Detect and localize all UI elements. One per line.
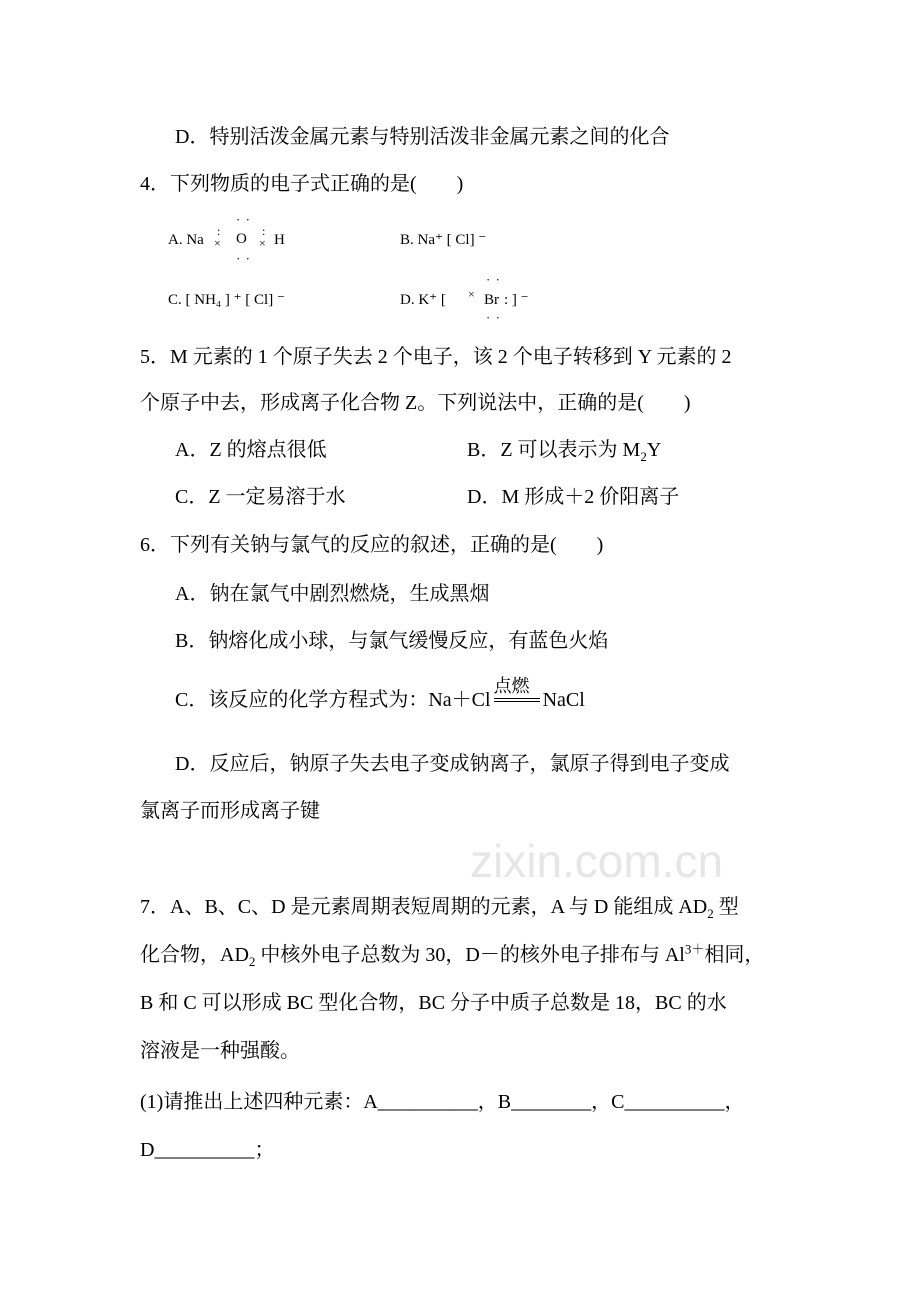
q7-part1-line2: D__________；: [140, 1139, 275, 1161]
q6-option-d-line2: 氯离子而形成离子键: [140, 800, 320, 822]
q4-stem: 4．下列物质的电子式正确的是( ): [140, 173, 464, 195]
lone-pair-dots: · ·: [486, 272, 501, 287]
q3-option-d: D．特别活泼金属元素与特别活泼非金属元素之间的化合: [175, 126, 670, 148]
q5-option-a: A．Z 的熔点很低: [175, 439, 327, 461]
watermark: zixin.com.cn: [470, 835, 724, 887]
document-page: zixin.com.cn D．特别活泼金属元素与特别活泼非金属元素之间的化合 4．下列物质的电子式正确的是( ) A. Na : × · · O · · : × H B. Na⁺ [ Cl] ⁻ C. [ NH₄ ] ⁺ [ Cl] ⁻ D. K⁺ [ × · · Br · · : ] ⁻ 5．M 元素的 1 个原子失去 2 个电子，该 2 个电子转移到 Y 元素的 2 个原子中去，形成离子化合物 Z。下列说法中，正确的是( ) A．Z 的熔点很低 B．Z 可以表示为 $M_2Y$ C．Z 一定易溶于水 D．M 形成＋2 价阳离子 6．下列有关钠与氯气的反应的叙述，正确的是( ) A．钠在氯气中剧烈燃烧，生成黑烟 B．钠熔化成小球，与氯气缓慢反应，有蓝色火焰 C．该反应的化学方程式为：Na＋Cl 点燃 NaCl D．反应后，钠原子失去电子变成钠离子，氯原子得到电子变成 氯离子而形成离子键 7．A、B、C、D 是元素周期表短周期的元素，A 与 D 能组成 $AD_2$ 型 化合物，$AD_2$ 中核外电子总数为 30，D－的核外电子排布与 $Al^{3+}$相同， B 和 C 可以形成 BC 型化合物，BC 分子中质子总数是 18，BC 的水 溶液是一种强酸。 (1)请推出上述四种元素：A__________，B________，C__________， D__________；: [0, 0, 920, 1302]
reaction-equals-sign: 点燃: [494, 698, 540, 706]
q6-option-c: C．该反应的化学方程式为：Na＋Cl 点燃 NaCl: [175, 676, 585, 711]
electron-pair-colon: :: [217, 224, 221, 238]
q6-option-d-line1: D．反应后，钠原子失去电子变成钠离子，氯原子得到电子变成: [175, 753, 730, 775]
q7-line3: B 和 C 可以形成 BC 型化合物，BC 分子中质子总数是 18，BC 的水: [140, 992, 727, 1014]
lone-pair-dots: · ·: [486, 310, 501, 325]
q6-option-b: B．钠熔化成小球，与氯气缓慢反应，有蓝色火焰: [175, 630, 609, 652]
q4-option-c: C. [ NH₄ ] ⁺ [ Cl] ⁻: [168, 292, 285, 308]
q7-line1: 7．A、B、C、D 是元素周期表短周期的元素，A 与 D 能组成 $AD_2$ 型: [140, 896, 739, 921]
q6-option-a: A．钠在氯气中剧烈燃烧，生成黑烟: [175, 583, 490, 605]
electron-cross: ×: [468, 287, 475, 301]
electron-pair-colon: :: [262, 224, 266, 238]
q7-line4: 溶液是一种强酸。: [140, 1040, 300, 1062]
q5-line2: 个原子中去，形成离子化合物 Z。下列说法中，正确的是( ): [140, 392, 691, 414]
lone-pair-dots: · ·: [236, 251, 251, 266]
q5-option-d: D．M 形成＋2 价阳离子: [467, 486, 680, 508]
q5-option-c: C．Z 一定易溶于水: [175, 486, 346, 508]
q4-option-b: B. Na⁺ [ Cl] ⁻: [400, 232, 487, 248]
electron-cross: ×: [214, 236, 221, 250]
q7-part1-line1: (1)请推出上述四种元素：A__________，B________，C__________，: [140, 1091, 745, 1113]
q5-option-b: B．Z 可以表示为 $M_2Y$: [467, 439, 662, 464]
q7-line2: 化合物，$AD_2$ 中核外电子总数为 30，D－的核外电子排布与 $Al^{3+}$相同，: [140, 941, 765, 969]
q5-line1: 5．M 元素的 1 个原子失去 2 个电子，该 2 个电子转移到 Y 元素的 2: [140, 346, 732, 368]
lone-pair-dots: · ·: [236, 212, 251, 227]
electron-cross: ×: [259, 236, 266, 250]
q6-stem: 6．下列有关钠与氯气的反应的叙述，正确的是( ): [140, 534, 604, 556]
